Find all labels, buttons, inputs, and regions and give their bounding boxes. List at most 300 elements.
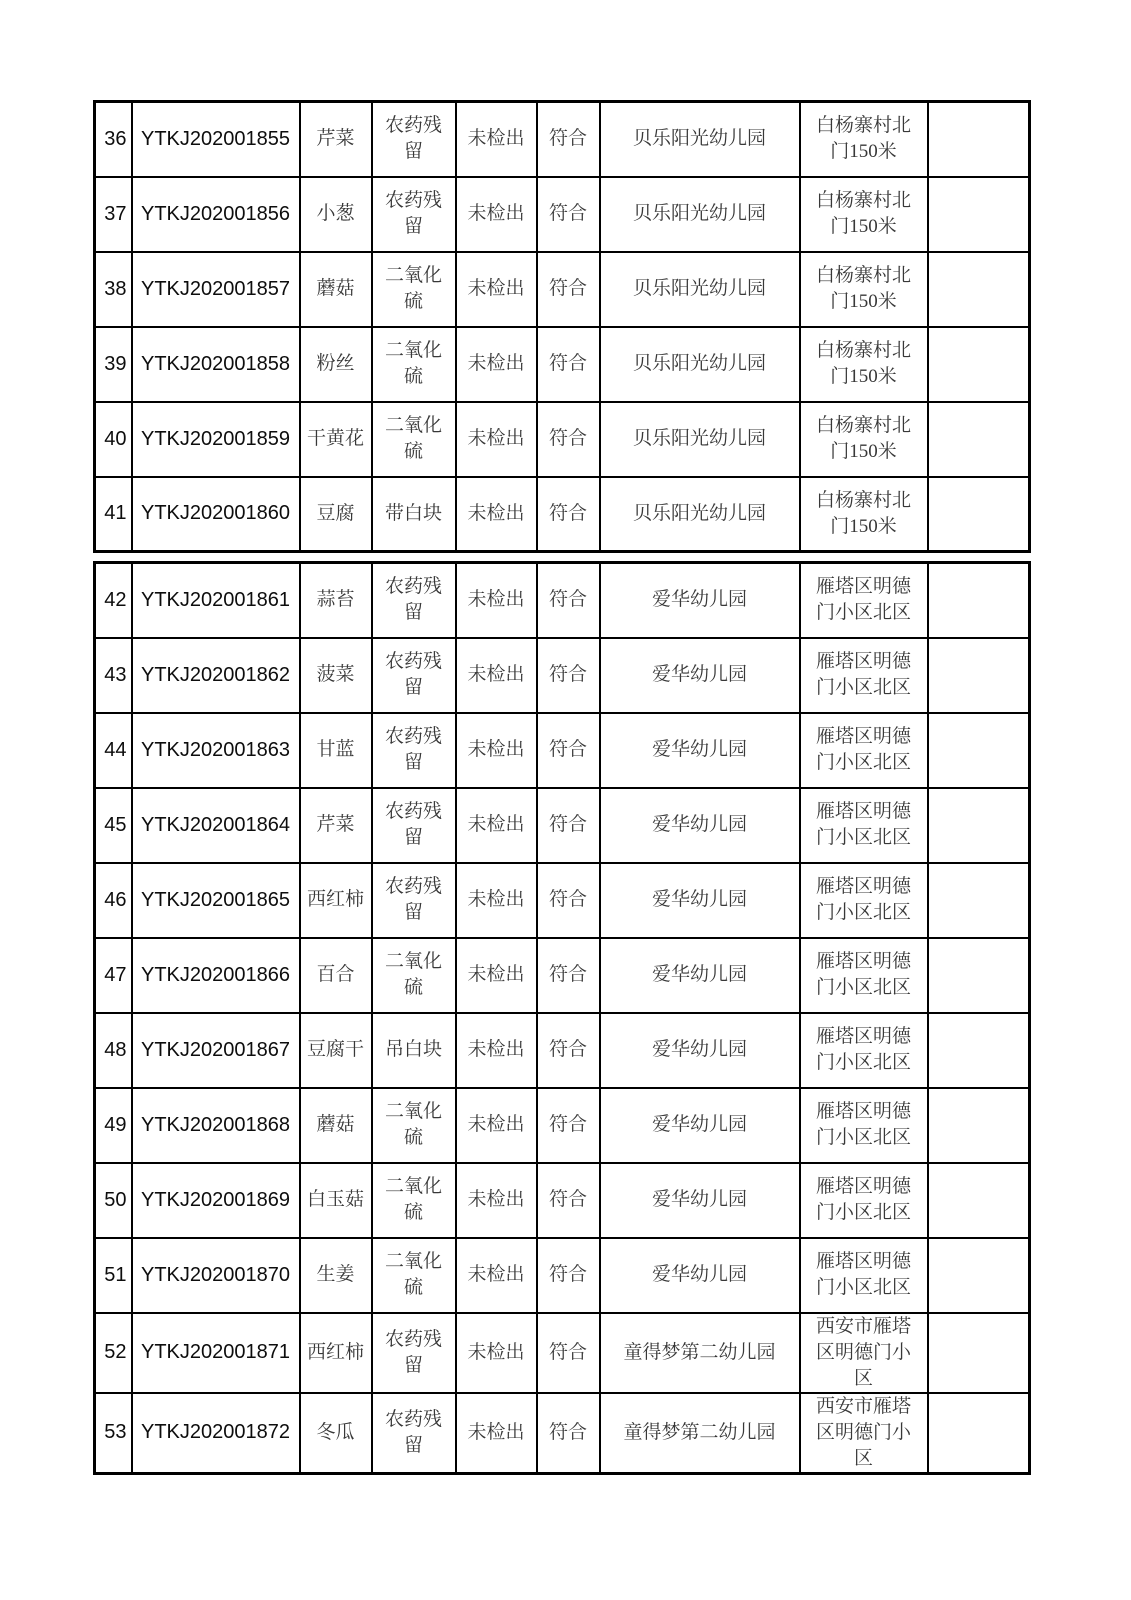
sample-name: 蘑菇 — [316, 1114, 355, 1135]
unit-address: 白杨寨村北门150米 — [815, 115, 911, 163]
sample-name-cell — [300, 563, 372, 638]
conclusion-cell — [537, 713, 600, 788]
unit-address-cell — [800, 938, 928, 1013]
unit-address: 雁塔区明德门小区北区 — [815, 1101, 911, 1148]
test-item-cell — [372, 638, 456, 713]
sample-id: YTKJ202001868 — [140, 1113, 290, 1136]
sample-name-cell — [300, 1013, 372, 1088]
table-row — [95, 563, 1030, 638]
conclusion: 符合 — [548, 589, 587, 611]
test-item: 农药残留 — [384, 651, 442, 698]
test-result-cell — [456, 1313, 537, 1393]
sampling-unit-cell — [600, 1238, 800, 1313]
conclusion: 符合 — [548, 1039, 587, 1060]
conclusion-cell — [537, 1088, 600, 1163]
sample-id: YTKJ202001871 — [140, 1341, 290, 1363]
row-number-cell — [95, 177, 132, 252]
row-number-cell — [95, 1013, 132, 1088]
row-number-cell — [95, 1313, 132, 1393]
test-result-cell — [456, 327, 537, 402]
test-result-cell — [456, 1088, 537, 1163]
sampling-unit: 贝乐阳光幼儿园 — [632, 278, 766, 299]
sampling-unit: 贝乐阳光幼儿园 — [632, 353, 766, 374]
unit-address-cell — [800, 563, 928, 638]
sample-name: 甘蓝 — [316, 739, 355, 760]
sampling-unit: 爱华幼儿园 — [651, 964, 747, 985]
remark-cell — [928, 713, 1030, 788]
test-result: 未检出 — [467, 203, 525, 224]
unit-address-cell — [800, 252, 928, 327]
conclusion-cell — [537, 1013, 600, 1088]
test-item-cell — [372, 563, 456, 638]
sample-id: YTKJ202001864 — [140, 813, 290, 836]
row-number: 53 — [104, 1421, 127, 1443]
unit-address: 雁塔区明德门小区北区 — [815, 726, 911, 773]
row-number: 46 — [104, 888, 127, 911]
unit-address-cell — [800, 1313, 928, 1393]
row-number: 48 — [104, 1038, 127, 1061]
remark-cell — [928, 563, 1030, 638]
sample-id: YTKJ202001859 — [140, 427, 290, 450]
conclusion: 符合 — [548, 814, 587, 835]
unit-address-cell — [800, 713, 928, 788]
unit-address-cell — [800, 327, 928, 402]
test-result-cell — [456, 788, 537, 863]
test-result: 未检出 — [467, 1189, 525, 1210]
test-result-cell — [456, 638, 537, 713]
row-number-cell — [95, 102, 132, 177]
conclusion: 符合 — [548, 203, 587, 224]
sampling-unit: 爱华幼儿园 — [651, 1114, 747, 1135]
unit-address-cell — [800, 102, 928, 177]
test-result-cell — [456, 938, 537, 1013]
sample-name-cell — [300, 402, 372, 477]
unit-address-cell — [800, 402, 928, 477]
test-item: 吊白块 — [384, 1039, 442, 1060]
sampling-unit: 爱华幼儿园 — [651, 889, 747, 910]
test-item: 二氧化硫 — [384, 1101, 442, 1148]
conclusion: 符合 — [548, 964, 587, 985]
sampling-unit-cell — [600, 177, 800, 252]
sample-id: YTKJ202001869 — [140, 1188, 290, 1211]
remark-cell — [928, 327, 1030, 402]
conclusion-cell — [537, 177, 600, 252]
sample-name: 芹菜 — [316, 814, 355, 835]
test-item-cell — [372, 477, 456, 552]
conclusion-cell — [537, 477, 600, 552]
unit-address: 白杨寨村北门150米 — [815, 265, 911, 312]
test-item: 农药残留 — [384, 576, 442, 624]
sample-id: YTKJ202001863 — [140, 738, 290, 761]
unit-address-cell — [800, 1393, 928, 1474]
sample-id-cell — [132, 1163, 300, 1238]
remark-cell — [928, 1238, 1030, 1313]
test-result: 未检出 — [467, 502, 525, 524]
test-result: 未检出 — [467, 1421, 525, 1443]
sample-name: 蘑菇 — [316, 278, 355, 299]
row-number-cell — [95, 327, 132, 402]
sample-id: YTKJ202001865 — [140, 888, 290, 911]
sample-name: 蒜苔 — [316, 589, 355, 611]
sample-name-cell — [300, 863, 372, 938]
sample-id-cell — [132, 863, 300, 938]
sampling-unit-cell — [600, 327, 800, 402]
sample-name: 豆腐干 — [306, 1039, 364, 1060]
table-row — [95, 327, 1030, 402]
sample-id-cell — [132, 177, 300, 252]
unit-address: 雁塔区明德门小区北区 — [815, 1251, 911, 1298]
row-number-cell — [95, 863, 132, 938]
row-number: 37 — [104, 202, 127, 225]
row-number-cell — [95, 1163, 132, 1238]
sample-id-cell — [132, 638, 300, 713]
unit-address: 西安市雁塔区明德门小区 — [815, 1315, 911, 1389]
conclusion: 符合 — [548, 1421, 587, 1443]
conclusion: 符合 — [548, 1114, 587, 1135]
unit-address-cell — [800, 1238, 928, 1313]
sample-name: 芹菜 — [316, 128, 355, 150]
test-result: 未检出 — [467, 589, 525, 611]
sample-id: YTKJ202001858 — [140, 352, 290, 375]
sample-id-cell — [132, 713, 300, 788]
test-result-cell — [456, 713, 537, 788]
sample-id-cell — [132, 563, 300, 638]
test-result-cell — [456, 402, 537, 477]
unit-address-cell — [800, 863, 928, 938]
sample-name-cell — [300, 938, 372, 1013]
row-number: 50 — [104, 1188, 127, 1211]
remark-cell — [928, 788, 1030, 863]
test-result: 未检出 — [467, 353, 525, 374]
remark-cell — [928, 252, 1030, 327]
unit-address: 雁塔区明德门小区北区 — [815, 876, 911, 923]
conclusion: 符合 — [548, 502, 587, 524]
conclusion-cell — [537, 1163, 600, 1238]
test-result: 未检出 — [467, 889, 525, 910]
sampling-unit-cell — [600, 563, 800, 638]
table-row — [95, 1238, 1030, 1313]
unit-address: 白杨寨村北门150米 — [815, 489, 911, 537]
row-number-cell — [95, 402, 132, 477]
unit-address: 雁塔区明德门小区北区 — [815, 801, 911, 848]
table-row — [95, 938, 1030, 1013]
sampling-unit: 爱华幼儿园 — [651, 814, 747, 835]
sample-id-cell — [132, 1088, 300, 1163]
test-item-cell — [372, 938, 456, 1013]
test-item: 二氧化硫 — [384, 415, 442, 462]
sample-name: 粉丝 — [316, 353, 355, 374]
remark-cell — [928, 1393, 1030, 1474]
unit-address-cell — [800, 477, 928, 552]
table-row — [95, 252, 1030, 327]
row-number-cell — [95, 477, 132, 552]
table-row — [95, 788, 1030, 863]
unit-address: 雁塔区明德门小区北区 — [815, 1026, 911, 1073]
sampling-unit: 爱华幼儿园 — [651, 589, 747, 611]
sampling-unit-cell — [600, 1163, 800, 1238]
row-number: 41 — [104, 502, 127, 525]
sample-name: 生姜 — [316, 1264, 355, 1285]
sample-id: YTKJ202001856 — [140, 202, 290, 225]
test-result: 未检出 — [467, 1264, 525, 1285]
unit-address-cell — [800, 788, 928, 863]
sample-name-cell — [300, 1088, 372, 1163]
row-number: 36 — [104, 127, 127, 150]
test-item: 二氧化硫 — [384, 1176, 442, 1223]
test-result: 未检出 — [467, 964, 525, 985]
row-number: 52 — [104, 1341, 127, 1363]
sample-name: 菠菜 — [316, 664, 355, 685]
row-number-cell — [95, 788, 132, 863]
test-item-cell — [372, 788, 456, 863]
test-result-cell — [456, 863, 537, 938]
inspection-table-section-1 — [93, 100, 1031, 553]
remark-cell — [928, 638, 1030, 713]
test-result-cell — [456, 563, 537, 638]
sampling-unit: 童得梦第二幼儿园 — [623, 1421, 776, 1443]
sample-id: YTKJ202001860 — [140, 502, 290, 525]
sample-name: 白玉菇 — [306, 1189, 364, 1210]
sampling-unit-cell — [600, 863, 800, 938]
row-number-cell — [95, 638, 132, 713]
sample-id-cell — [132, 1313, 300, 1393]
conclusion-cell — [537, 563, 600, 638]
test-result: 未检出 — [467, 664, 525, 685]
sample-name: 百合 — [316, 964, 355, 985]
inspection-table-section-2 — [93, 561, 1031, 1475]
test-item-cell — [372, 1238, 456, 1313]
table-row — [95, 1088, 1030, 1163]
test-item-cell — [372, 327, 456, 402]
test-item: 农药残留 — [384, 801, 442, 848]
unit-address: 白杨寨村北门150米 — [815, 415, 911, 462]
sample-name-cell — [300, 713, 372, 788]
sampling-unit-cell — [600, 1013, 800, 1088]
sample-name-cell — [300, 477, 372, 552]
sampling-unit-cell — [600, 1088, 800, 1163]
sample-id-cell — [132, 1393, 300, 1474]
unit-address: 雁塔区明德门小区北区 — [815, 576, 911, 624]
sampling-unit: 爱华幼儿园 — [651, 739, 747, 760]
table-row — [95, 638, 1030, 713]
sampling-unit-cell — [600, 402, 800, 477]
row-number: 38 — [104, 277, 127, 300]
test-item-cell — [372, 1013, 456, 1088]
conclusion-cell — [537, 402, 600, 477]
sample-id-cell — [132, 252, 300, 327]
row-number: 51 — [104, 1263, 127, 1286]
table-row — [95, 1393, 1030, 1474]
table-row — [95, 102, 1030, 177]
sample-name-cell — [300, 1393, 372, 1474]
sampling-unit: 贝乐阳光幼儿园 — [632, 203, 766, 224]
test-item: 农药残留 — [384, 1328, 442, 1376]
sampling-unit: 贝乐阳光幼儿园 — [632, 428, 766, 449]
test-item-cell — [372, 102, 456, 177]
remark-cell — [928, 938, 1030, 1013]
test-result-cell — [456, 252, 537, 327]
conclusion: 符合 — [548, 1189, 587, 1210]
unit-address: 西安市雁塔区明德门小区 — [815, 1395, 911, 1469]
sampling-unit-cell — [600, 938, 800, 1013]
test-item-cell — [372, 1393, 456, 1474]
table-row — [95, 477, 1030, 552]
test-result: 未检出 — [467, 1039, 525, 1060]
test-result: 未检出 — [467, 1114, 525, 1135]
remark-cell — [928, 1013, 1030, 1088]
sampling-unit: 爱华幼儿园 — [651, 664, 747, 685]
test-result-cell — [456, 177, 537, 252]
table-row — [95, 1013, 1030, 1088]
sample-id-cell — [132, 1238, 300, 1313]
remark-cell — [928, 1313, 1030, 1393]
row-number-cell — [95, 563, 132, 638]
sample-name: 西红柿 — [306, 889, 364, 910]
test-item: 农药残留 — [384, 876, 442, 923]
test-item: 农药残留 — [384, 1408, 442, 1456]
sample-id: YTKJ202001867 — [140, 1038, 290, 1061]
test-result-cell — [456, 477, 537, 552]
sample-id: YTKJ202001870 — [140, 1263, 290, 1286]
table-row — [95, 177, 1030, 252]
sample-name-cell — [300, 252, 372, 327]
sampling-unit-cell — [600, 788, 800, 863]
test-item-cell — [372, 1088, 456, 1163]
sampling-unit: 爱华幼儿园 — [651, 1189, 747, 1210]
unit-address-cell — [800, 1088, 928, 1163]
conclusion-cell — [537, 102, 600, 177]
remark-cell — [928, 1163, 1030, 1238]
conclusion-cell — [537, 1238, 600, 1313]
test-item-cell — [372, 1163, 456, 1238]
test-result-cell — [456, 1393, 537, 1474]
sample-name: 西红柿 — [306, 1341, 364, 1363]
sample-name-cell — [300, 177, 372, 252]
row-number-cell — [95, 1393, 132, 1474]
sample-id: YTKJ202001866 — [140, 963, 290, 986]
conclusion: 符合 — [548, 428, 587, 449]
sampling-unit-cell — [600, 1393, 800, 1474]
test-result-cell — [456, 1163, 537, 1238]
test-item-cell — [372, 177, 456, 252]
remark-cell — [928, 102, 1030, 177]
table-row — [95, 1163, 1030, 1238]
sample-id: YTKJ202001872 — [140, 1421, 290, 1443]
test-result-cell — [456, 1238, 537, 1313]
remark-cell — [928, 477, 1030, 552]
row-number: 45 — [104, 813, 127, 836]
row-number-cell — [95, 1238, 132, 1313]
row-number-cell — [95, 1088, 132, 1163]
test-item-cell — [372, 713, 456, 788]
unit-address-cell — [800, 177, 928, 252]
unit-address-cell — [800, 638, 928, 713]
sample-id: YTKJ202001857 — [140, 277, 290, 300]
unit-address: 雁塔区明德门小区北区 — [815, 951, 911, 998]
remark-cell — [928, 177, 1030, 252]
sample-name-cell — [300, 1238, 372, 1313]
sampling-unit: 爱华幼儿园 — [651, 1039, 747, 1060]
sample-id: YTKJ202001855 — [140, 127, 290, 150]
sample-name: 冬瓜 — [316, 1421, 355, 1443]
table-row — [95, 863, 1030, 938]
remark-cell — [928, 863, 1030, 938]
sampling-unit: 童得梦第二幼儿园 — [623, 1341, 776, 1363]
unit-address-cell — [800, 1163, 928, 1238]
remark-cell — [928, 1088, 1030, 1163]
conclusion: 符合 — [548, 739, 587, 760]
row-number: 42 — [104, 588, 127, 611]
test-item: 二氧化硫 — [384, 340, 442, 387]
conclusion-cell — [537, 1313, 600, 1393]
sample-name-cell — [300, 327, 372, 402]
remark-cell — [928, 402, 1030, 477]
unit-address-cell — [800, 1013, 928, 1088]
conclusion: 符合 — [548, 1264, 587, 1285]
row-number-cell — [95, 713, 132, 788]
sample-id-cell — [132, 938, 300, 1013]
sampling-unit: 爱华幼儿园 — [651, 1264, 747, 1285]
conclusion: 符合 — [548, 664, 587, 685]
sampling-unit-cell — [600, 477, 800, 552]
conclusion: 符合 — [548, 353, 587, 374]
table-row — [95, 713, 1030, 788]
test-result-cell — [456, 102, 537, 177]
row-number: 43 — [104, 663, 127, 686]
sample-id: YTKJ202001861 — [140, 588, 290, 611]
test-result: 未检出 — [467, 814, 525, 835]
sampling-unit: 贝乐阳光幼儿园 — [632, 128, 766, 150]
test-item: 农药残留 — [384, 190, 442, 237]
sample-name-cell — [300, 788, 372, 863]
sample-id-cell — [132, 102, 300, 177]
sample-id-cell — [132, 327, 300, 402]
conclusion: 符合 — [548, 889, 587, 910]
test-item: 农药残留 — [384, 115, 442, 163]
row-number: 40 — [104, 427, 127, 450]
sampling-unit-cell — [600, 1313, 800, 1393]
sample-name: 干黄花 — [306, 428, 364, 449]
sampling-unit-cell — [600, 638, 800, 713]
test-result: 未检出 — [467, 1341, 525, 1363]
unit-address: 白杨寨村北门150米 — [815, 190, 911, 237]
row-number-cell — [95, 252, 132, 327]
test-result-cell — [456, 1013, 537, 1088]
test-result: 未检出 — [467, 128, 525, 150]
conclusion-cell — [537, 252, 600, 327]
sample-name-cell — [300, 102, 372, 177]
sample-name: 豆腐 — [316, 502, 355, 524]
sample-name-cell — [300, 1313, 372, 1393]
row-number: 47 — [104, 963, 127, 986]
sample-id-cell — [132, 1013, 300, 1088]
unit-address: 雁塔区明德门小区北区 — [815, 651, 911, 698]
conclusion-cell — [537, 863, 600, 938]
test-item-cell — [372, 863, 456, 938]
test-item: 二氧化硫 — [384, 951, 442, 998]
test-item-cell — [372, 252, 456, 327]
row-number: 44 — [104, 738, 127, 761]
row-number-cell — [95, 938, 132, 1013]
test-item: 二氧化硫 — [384, 1251, 442, 1298]
sample-name-cell — [300, 638, 372, 713]
sampling-unit-cell — [600, 102, 800, 177]
unit-address: 雁塔区明德门小区北区 — [815, 1176, 911, 1223]
sampling-unit-cell — [600, 713, 800, 788]
sample-id-cell — [132, 402, 300, 477]
test-result: 未检出 — [467, 278, 525, 299]
test-result: 未检出 — [467, 428, 525, 449]
